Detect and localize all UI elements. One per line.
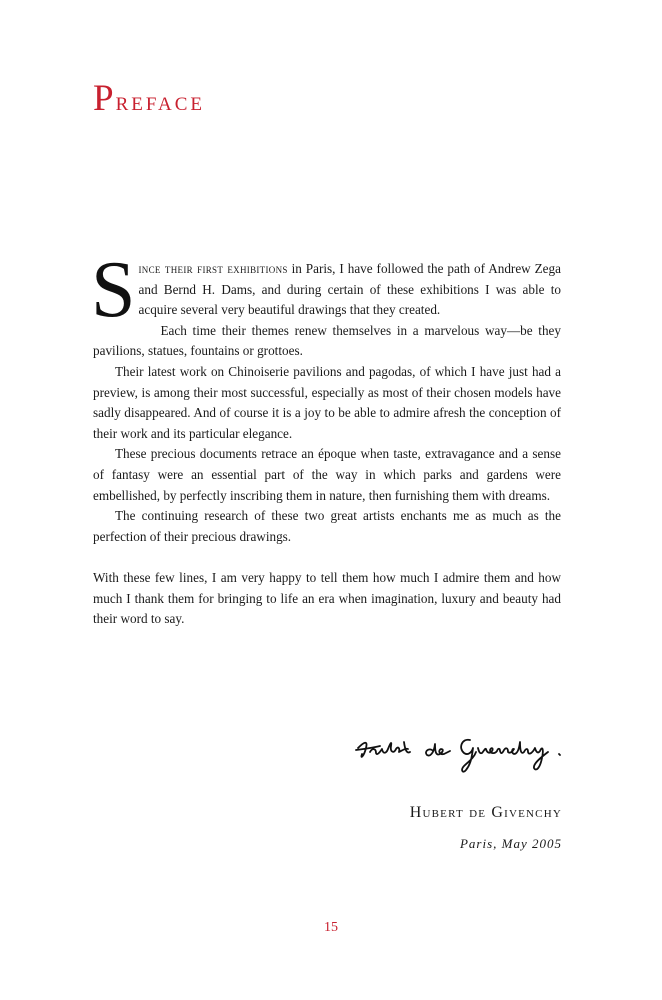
place-date: Paris, May 2005 <box>459 836 562 851</box>
page-title-rest: reface <box>115 86 206 116</box>
page-title <box>93 80 205 117</box>
paragraph-4: These precious documents retrace an époque when taste, extravagance and a sense of fantasy were an essential part of the way in which parks and gardens were embellished, by perfectly inscribing them in nature, then furnishing them with dreams. <box>93 446 561 503</box>
paragraph-1-text: in Paris, I have followed the path of Andrew Zega and Bernd H. Dams, and during certain of these exhibitions I was able to acquire several very beautiful drawings that they created. <box>138 261 561 318</box>
page-title-initial: P <box>93 78 116 119</box>
drop-cap: S <box>91 246 136 334</box>
preface-body <box>93 211 561 630</box>
paragraph-3: Their latest work on Chinoiserie pavilions and pagodas, of which I have just had a preview, is among their most successful, especially as most of their chosen models have sadly disappeared. And of course it is a joy to be able to admire afresh the conception of their work and its particular elegance. <box>93 363 561 441</box>
page-number: 15 <box>324 920 338 935</box>
lead-in: ince their first exhibitions <box>138 261 288 276</box>
paragraph-1 <box>91 211 561 334</box>
handwritten-signature <box>350 718 590 786</box>
paragraph-2: Each time their themes renew themselves in a marvelous way—be they pavilions, statues, fountains or grottoes. <box>93 322 561 359</box>
author-name: Hubert de Givenchy <box>409 804 562 821</box>
closing-paragraph: With these few lines, I am very happy to tell them how much I admire them and how much I thank them for bringing to life an era when imagination, luxury and beauty had their word to say. <box>93 569 561 627</box>
paragraph-5: The continuing research of these two great artists enchants me as much as the perfection of their precious drawings. <box>93 508 561 544</box>
